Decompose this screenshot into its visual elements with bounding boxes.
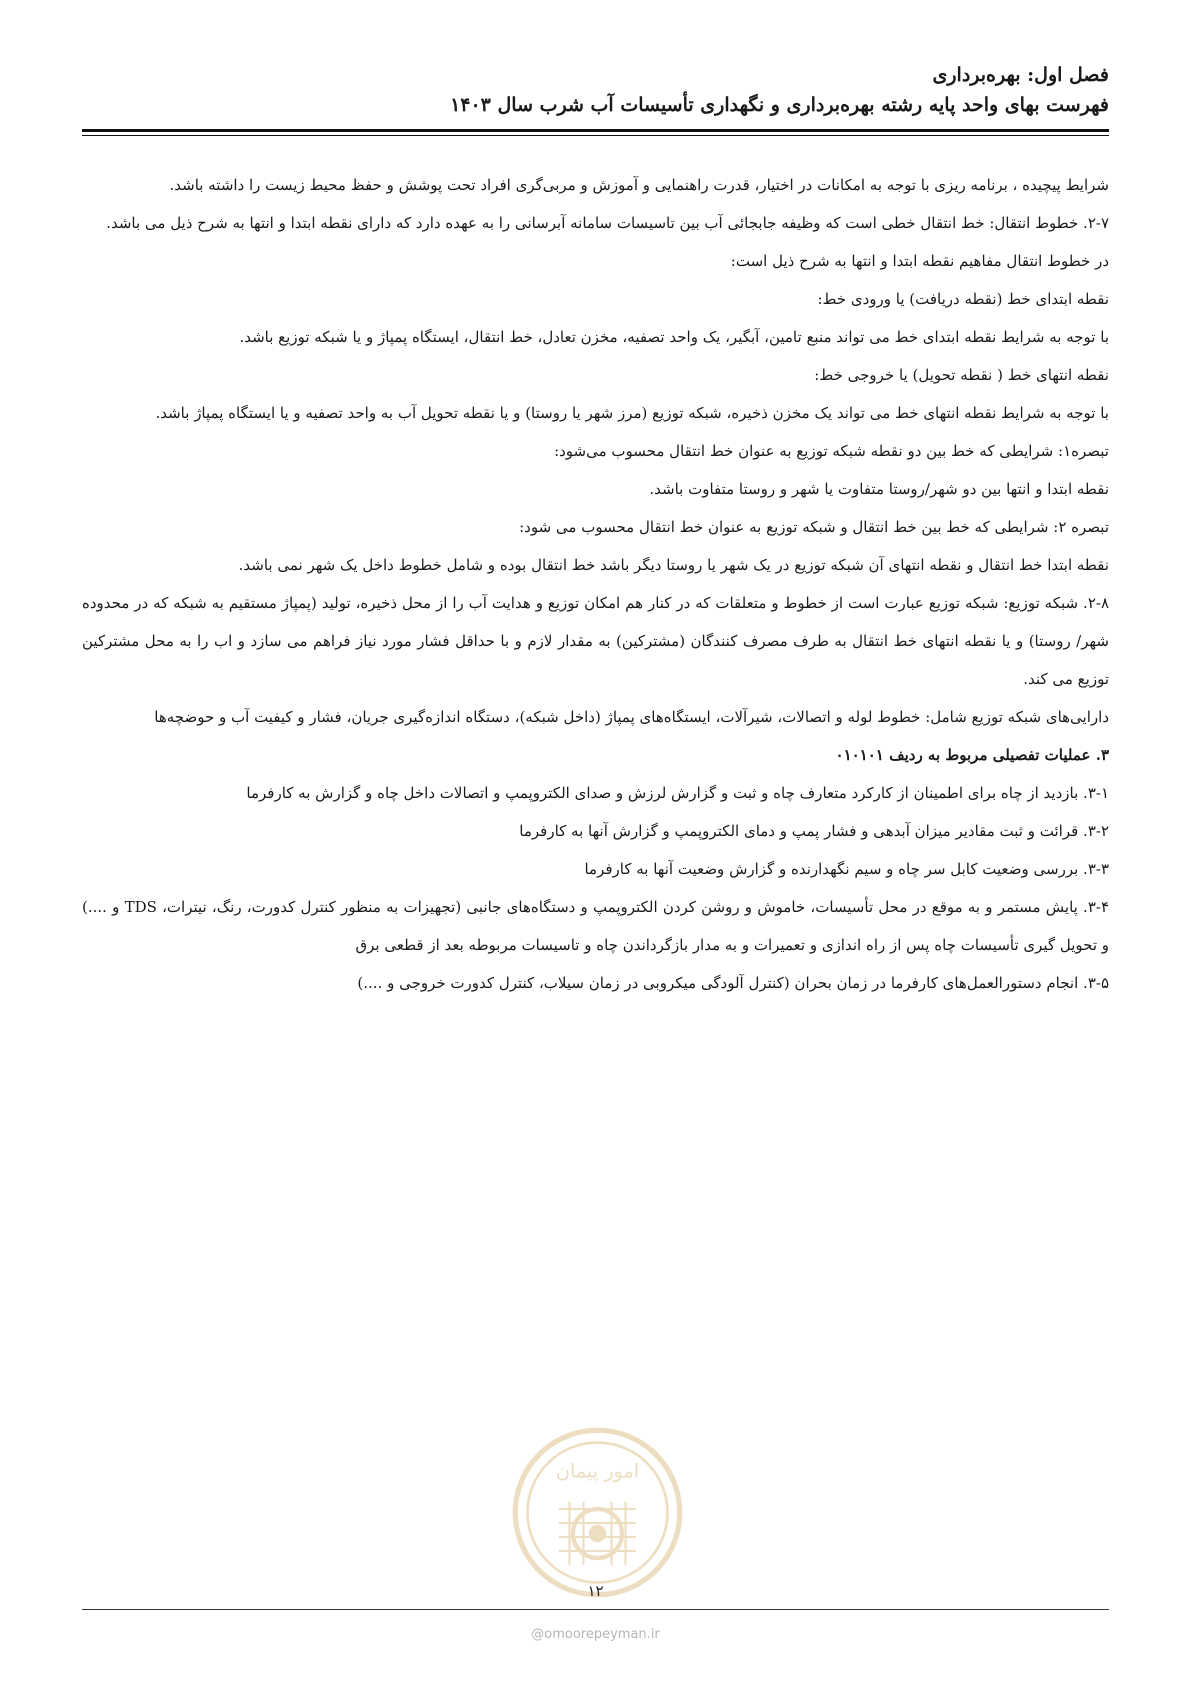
paragraph: با توجه به شرایط نقطه انتهای خط می تواند یک مخزن ذخیره، شبکه توزیع (مرز شهر یا روستا) و یا نقطه تحویل آب به واحد تصفیه و یا ایستگاه پمپاژ باشد. [155,404,1109,422]
paragraph: در خطوط انتقال مفاهیم نقطه ابتدا و انتها به شرح ذیل است: [730,252,1109,270]
paragraph: با توجه به شرایط نقطه ابتدای خط می تواند منبع تامین، آبگیر، یک واحد تصفیه، مخزن تعادل، خط انتقال، ایستگاه پمپاژ و یا شبکه توزیع باشد. [239,328,1109,346]
paragraph: نقطه انتهای خط ( نقطه تحویل) یا خروجی خط: [814,366,1109,384]
page-number: ۱۲ [587,1582,604,1600]
list-item: ۳-۴. پایش مستمر و به موقع در محل تأسیسات، خاموش و روشن کردن الکتروپمپ و دستگاه‌های جانبی (تجهیزات به منظور کنترل کدورت، رنگ، نیترات، TDS و ....) و تحویل گیری تأسیسات چاه پس از راه اندازی و تعمیرات و به مدار بازگرداندن چاه و تاسیسات مربوطه بعد از قطعی برق [82,898,1109,954]
paragraph: نقطه ابتدا خط انتقال و نقطه انتهای آن شبکه توزیع در یک شهر یا روستا دیگر باشد خط انتقال بوده و شامل خطوط داخل یک شهر نمی باشد. [238,556,1109,574]
paragraph: نقطه ابتدا و انتها بین دو شهر/روستا متفاوت یا شهر و روستا متفاوت باشد. [649,480,1109,498]
page-header [82,60,1109,120]
paragraph: ۲-۸. شبکه توزیع: شبکه توزیع عبارت است از خطوط و متعلقات که در کنار هم امکان توزیع و هدایت آب را از محل ذخیره، تولید (پمپاژ مستقیم به شبکه که در محدوده شهر/ روستا) و یا نقطه انتهای خط انتقال به طرف مصرف کنندگان (مشترکین) به مقدار لازم و با حداقل فشار مورد نیاز فراهم می سازد و اب را به محل مشترکین توزیع می کند. [82,594,1109,688]
paragraph: دارایی‌های شبکه توزیع شامل: خطوط لوله و اتصالات، شیرآلات، ایستگاه‌های پمپاژ (داخل شبکه)، دستگاه اندازه‌گیری جریان، فشار و کیفیت آب و حوضچه‌ها [154,708,1109,726]
list-item: ۳-۳. بررسی وضعیت کابل سر چاه و سیم نگهدارنده و گزارش وضعیت آنها به کارفرما [584,860,1109,878]
list-item: ۳-۲. قرائت و ثبت مقادیر میزان آبدهی و فشار پمپ و دمای الکتروپمپ و گزارش آنها به کارفرما [519,822,1109,840]
document-subtitle: فهرست بهای واحد پایه رشته بهره‌برداری و نگهداری تأسیسات آب شرب سال ۱۴۰۳ [450,94,1109,116]
paragraph: شرایط پیچیده ، برنامه ریزی با توجه به امکانات در اختیار، قدرت راهنمایی و آموزش و مربی‌گری افراد تحت پوشش و حفظ محیط زیست را داشته باشد. [169,176,1109,194]
paragraph: ۲-۷. خطوط انتقال: خط انتقال خطی است که وظیفه جابجائی آب بین تاسیسات سامانه آبرسانی را به عهده دارد که دارای نقطه ابتدا و انتها به شرح ذیل می باشد. [106,214,1109,232]
document-body [82,166,1109,1002]
list-item: ۳-۵. انجام دستورالعمل‌های کارفرما در زمان بحران (کنترل آلودگی میکروبی در زمان سیلاب، کنترل کدورت خروجی و ....) [357,974,1109,992]
section-heading: ۳. عملیات تفصیلی مربوط به ردیف ۰۱۰۱۰۱ [835,746,1109,764]
chapter-title: فصل اول: بهره‌برداری [932,64,1109,86]
header-rule-thin [82,135,1109,136]
paragraph: تبصره ۲: شرایطی که خط بین خط انتقال و شبکه توزیع به عنوان خط انتقال محسوب می شود: [519,518,1109,536]
paragraph: تبصره۱: شرایطی که خط بین دو نقطه شبکه توزیع به عنوان خط انتقال محسوب می‌شود: [554,442,1109,460]
list-item: ۳-۱. بازدید از چاه برای اطمینان از کارکرد متعارف چاه و ثبت و گزارش لرزش و صدای الکتروپمپ و اتصالات داخل چاه و گزارش به کارفرما [246,784,1109,802]
footer-rule [82,1609,1109,1610]
watermark-logo-text: امور پیمان [555,1459,640,1483]
watermark-logo-icon [510,1425,685,1600]
header-rule-thick [82,129,1109,132]
paragraph: نقطه ابتدای خط (نقطه دریافت) یا ورودی خط: [817,290,1109,308]
watermark-site-text: @omoorepeyman.ir [531,1627,660,1642]
